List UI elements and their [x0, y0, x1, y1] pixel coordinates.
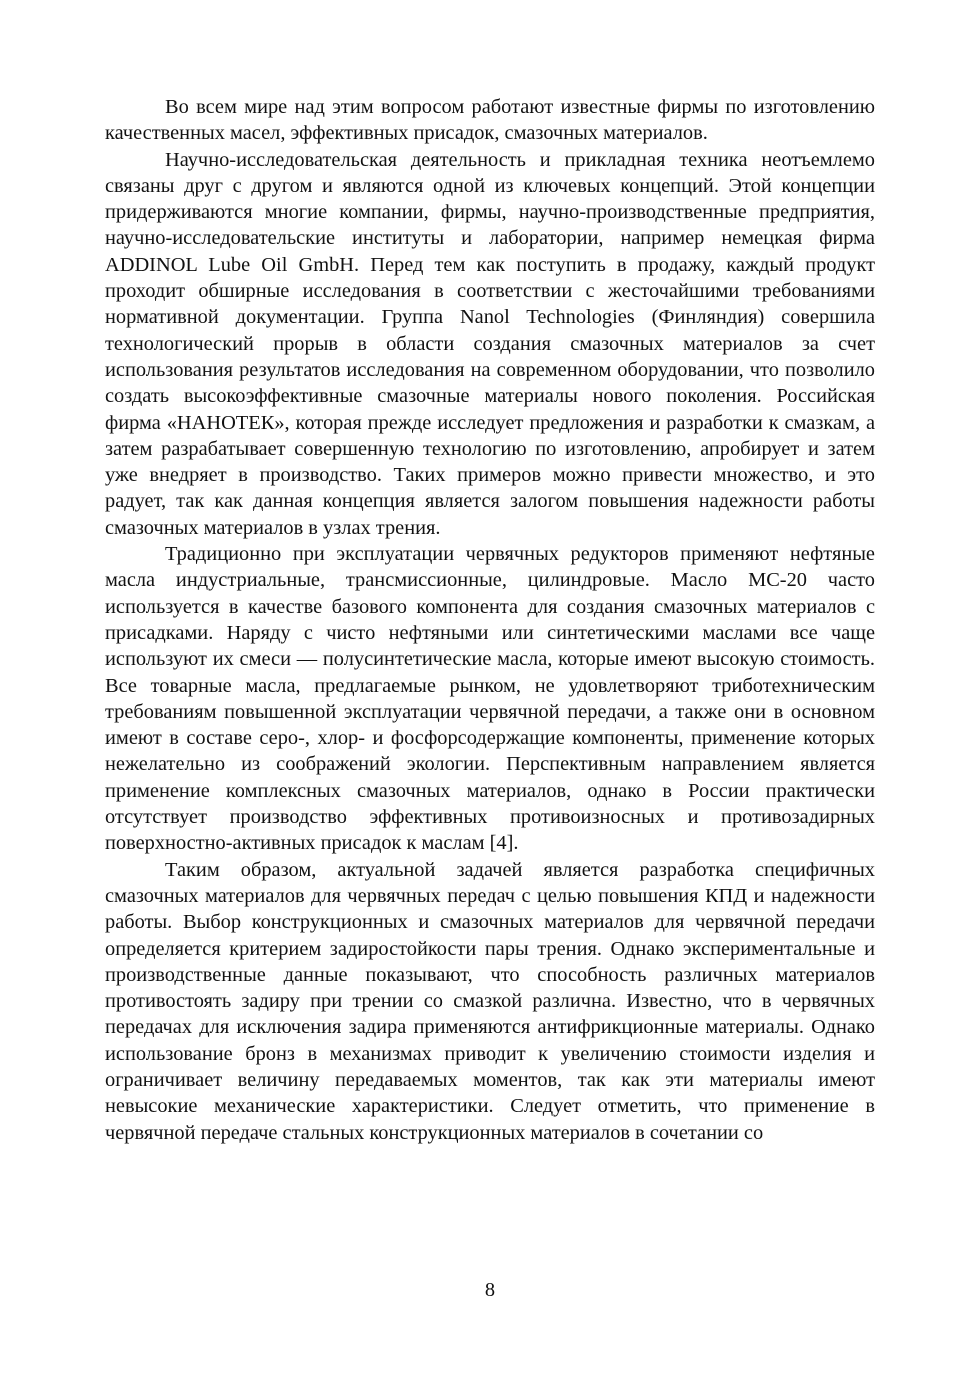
paragraph-3: Традиционно при эксплуатации червячных редукторов применяют нефтяные масла индустриальные, трансмиссионные, цилиндровые. Масло МС-20 часто используется в качестве базового компонента для создания смазочных материалов с присадками. Наряду с чисто нефтяными или синтетическими маслами все чаще используют их смеси — полусинтетические масла, которые имеют высокую стоимость. Все товарные масла, предлагаемые рынком, не удовлетворяют триботехническим требованиям повышенной эксплуатации червячной передачи, а также они в основном имеют в составе серо-, хлор- и фосфорсодержащие компоненты, применение которых нежелательно из соображений экологии. Перспективным направлением является применение комплексных смазочных материалов, однако в России практически отсутствует производство эффективных противоизносных и противозадирных поверхностно-активных присадок к маслам [4]. [105, 543, 875, 855]
page-number: 8 [484, 1279, 496, 1301]
paragraph-4: Таким образом, актуальной задачей является разработка специфичных смазочных материалов для червячных передач с целью повышения КПД и надежности работы. Выбор конструкционных и смазочных материалов для червячной передачи определяется критерием задиростойкости пары трения. Однако экспериментальные и производственные данные показывают, что способность различных материалов противостоять задиру при трении со смазкой различна. Известно, что в червячных передачах для исключения задира применяются антифрикционные материалы. Однако использование бронз в механизмах приводит к увеличению стоимости изделия и ограничивает величину передаваемых моментов, так как эти материалы имеют невысокие механические характеристики. Следует отметить, что применение в червячной передаче стальных конструкционных материалов в сочетании со [105, 858, 875, 1144]
paragraph-2: Научно-исследовательская деятельность и прикладная техника неотъемлемо связаны друг с другом и являются одной из ключевых концепций. Этой концепции придерживаются многие компании, фирмы, научно-производственные предприятия, научно-исследовательские институты и лаборатории, например немецкая фирма ADDINOL Lube Oil GmbH. Перед тем как поступить в продажу, каждый продукт проходит обширные исследования в соответствии с жесточайшими требованиями нормативной документации. Группа Nanol Technologies (Финляндия) совершила технологический прорыв в области создания смазочных материалов за счет использования результатов исследования на современном оборудовании, что позволило создать высокоэффективные смазочные материалы нового поколения. Российская фирма «НАНОТЕК», которая прежде исследует предложения и разработки к смазкам, а затем разрабатывает совершенную технологию по изготовлению, апробирует и затем уже внедряет в производство. Таких примеров можно привести множество, и это радует, так как данная концепция является залогом повышения надежности работы смазочных материалов в узлах трения. [105, 148, 875, 539]
body-text [105, 94, 875, 1146]
paragraph-1: Во всем мире над этим вопросом работают известные фирмы по изготовлению качественных масел, эффективных присадок, смазочных материалов. [105, 96, 875, 145]
